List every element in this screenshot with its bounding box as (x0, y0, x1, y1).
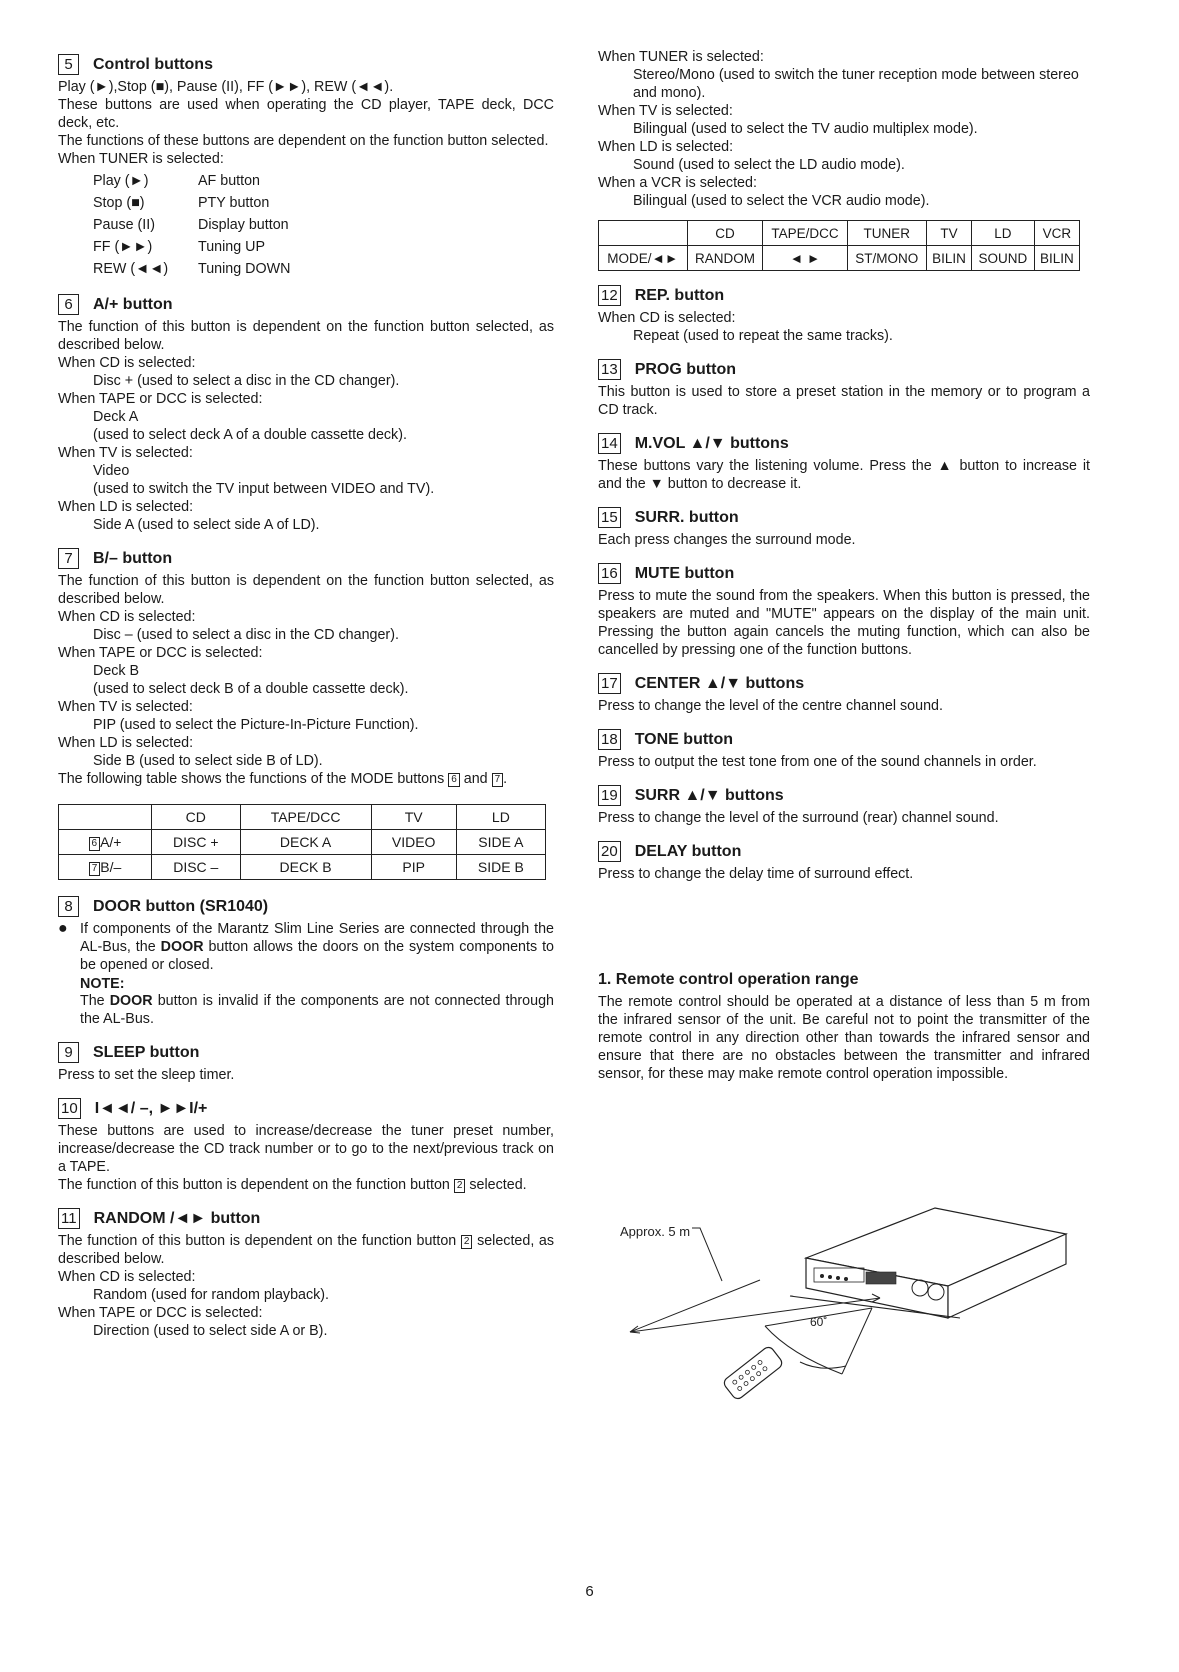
button-function: Tuning DOWN (198, 261, 291, 277)
section-title: MUTE button (634, 564, 735, 582)
text: button is invalid if the components are not connected through the AL-Bus. (80, 993, 554, 1027)
section-number: 20 (598, 841, 621, 862)
indented-line: (used to select deck A of a double cassette deck). (93, 427, 407, 443)
button-function: Display button (198, 217, 289, 233)
paragraph: This button is used to store a preset station in the memory or to program a CD track. (598, 384, 1090, 418)
section-title: SURR. button (634, 508, 739, 526)
paragraph: These buttons vary the listening volume. Press the ▲ button to increase it and the ▼ button to decrease it. (598, 458, 1090, 492)
table-cell: VIDEO (371, 830, 456, 855)
section-title: I◄◄/ –, ►►I/+ (94, 1099, 208, 1117)
indented-line: Bilingual (used to select the TV audio multiplex mode). (633, 121, 978, 137)
indented-line: PIP (used to select the Picture-In-Picture Function). (93, 717, 419, 733)
indented-line: Stereo/Mono (used to switch the tuner reception mode between stereo and mono). (633, 67, 1079, 101)
section-18-heading (598, 729, 1090, 750)
indented-line: Side B (used to select side B of LD). (93, 753, 323, 769)
condition-line: When TUNER is selected: (598, 49, 764, 65)
angle-arc (800, 1362, 846, 1368)
section-number: 19 (598, 785, 621, 806)
table-row (599, 246, 1080, 271)
indented-line: Direction (used to select side A or B). (93, 1323, 328, 1339)
ref-box: 7 (492, 773, 504, 787)
section-6-heading (58, 294, 554, 315)
section-title: M.VOL ▲/▼ buttons (634, 434, 789, 452)
table-header: CD (687, 221, 763, 246)
paragraph: Press to mute the sound from the speakers. When this button is pressed, the speakers are muted and "MUTE" appears on the display of the main unit. Pressing the button again cancels the muting function, which can also be cancelled by pressing one of the function buttons. (598, 588, 1090, 658)
table-header: TUNER (847, 221, 926, 246)
table-cell: RANDOM (687, 246, 763, 271)
label-leader (692, 1228, 722, 1281)
section-8-heading (58, 896, 554, 917)
section-number: 17 (598, 673, 621, 694)
text-bold: DOOR (109, 993, 153, 1009)
table-header: LD (456, 805, 545, 830)
text: The function of this button is dependent on the function button (58, 1177, 450, 1193)
section-number: 8 (58, 896, 79, 917)
row-label (59, 830, 152, 855)
button-key: REW (◄◄) (93, 261, 169, 277)
page-number: 6 (585, 1583, 594, 1600)
section-11-heading (58, 1208, 554, 1229)
note-label: NOTE: (80, 976, 125, 992)
table-cell: ST/MONO (847, 246, 926, 271)
row-label (59, 855, 152, 880)
condition-line: When CD is selected: (58, 609, 196, 625)
indented-line: Video (93, 463, 130, 479)
text: selected. (469, 1177, 527, 1193)
condition-line: When TAPE or DCC is selected: (58, 391, 263, 407)
paragraph: The function of this button is dependent on the function button selected, as described below. (58, 319, 554, 353)
condition-line: When LD is selected: (598, 139, 734, 155)
tuner-map-row (58, 236, 554, 258)
section-number: 9 (58, 1042, 79, 1063)
paragraph: Press to change the level of the centre channel sound. (598, 698, 943, 714)
table-header-row (59, 805, 546, 830)
section-16-heading (598, 563, 1090, 584)
ref-box: 6 (448, 773, 460, 787)
paragraph: Press to output the test tone from one of the sound channels in order. (598, 754, 1037, 770)
ref-box: 2 (454, 1179, 466, 1193)
random-button-table (598, 220, 1080, 271)
condition-line: When a VCR is selected: (598, 175, 757, 191)
condition-line: When LD is selected: (58, 499, 194, 515)
table-header: CD (152, 805, 241, 830)
tuner-map-row (58, 192, 554, 214)
text-bold: DOOR (160, 939, 204, 955)
button-key: Play (►) (93, 173, 149, 189)
right-column (598, 48, 1090, 1083)
section-10-heading (58, 1098, 554, 1119)
section-19-heading (598, 785, 1090, 806)
button-function: Tuning UP (198, 239, 266, 255)
section-title: SLEEP button (93, 1043, 200, 1061)
section-number: 12 (598, 285, 621, 306)
tuner-map-row (58, 170, 554, 192)
ref-box: 2 (461, 1235, 473, 1249)
button-key: Pause (II) (93, 217, 155, 233)
indented-line: Repeat (used to repeat the same tracks). (633, 328, 893, 344)
condition-line: When CD is selected: (58, 1269, 196, 1285)
section-number: 15 (598, 507, 621, 528)
indented-line: Bilingual (used to select the VCR audio mode). (633, 193, 930, 209)
text: If components of the Marantz Slim Line Series are connected through the AL-Bus, the (80, 921, 554, 955)
paragraph: When TUNER is selected: (58, 151, 224, 167)
section-number: 11 (58, 1208, 80, 1229)
section-13-heading (598, 359, 1090, 380)
section-title: DOOR button (SR1040) (93, 897, 269, 915)
paragraph: Press to change the delay time of surround effect. (598, 866, 914, 882)
table-header: VCR (1034, 221, 1079, 246)
section-title: TONE button (634, 730, 734, 748)
range-diagram (610, 1176, 1080, 1416)
table-header: LD (972, 221, 1035, 246)
section-9-heading (58, 1042, 554, 1063)
paragraph: The functions of these buttons are dependent on the function button selected. (58, 133, 549, 149)
tuner-map-row (58, 258, 554, 280)
approx-distance-label: Approx. 5 m (620, 1224, 691, 1239)
button-function: PTY button (198, 195, 270, 211)
table-header (59, 805, 152, 830)
table-row (59, 855, 546, 880)
table-header: TV (926, 221, 971, 246)
condition-line: When TV is selected: (58, 445, 193, 461)
section-14-heading (598, 433, 1090, 454)
row-label: MODE/◄► (599, 246, 688, 271)
table-cell: DISC + (152, 830, 241, 855)
table-cell: DISC – (152, 855, 241, 880)
button-key: Stop (■) (93, 195, 145, 211)
tuner-map-row (58, 214, 554, 236)
bullet-dot: ● (58, 920, 68, 937)
section-title: CENTER ▲/▼ buttons (634, 674, 805, 692)
table-cell: DECK A (240, 830, 371, 855)
table-cell: SOUND (972, 246, 1035, 271)
range-line (630, 1298, 880, 1332)
condition-line: When CD is selected: (598, 310, 736, 326)
ref-box: 7 (89, 862, 101, 876)
section-number: 13 (598, 359, 621, 380)
section-title: Control buttons (93, 55, 213, 73)
text: The function of this button is dependent on the function button (58, 1233, 457, 1249)
paragraph (58, 1176, 554, 1194)
table-cell: PIP (371, 855, 456, 880)
paragraph: Press to set the sleep timer. (58, 1067, 235, 1083)
ref-box: 6 (89, 837, 101, 851)
indented-line: Side A (used to select side A of LD). (93, 517, 320, 533)
table-header (599, 221, 688, 246)
section-15-heading (598, 507, 1090, 528)
table-cell: SIDE B (456, 855, 545, 880)
indented-line: Random (used for random playback). (93, 1287, 330, 1303)
section-number: 5 (58, 54, 79, 75)
section-17-heading (598, 673, 1090, 694)
condition-line: When TV is selected: (598, 103, 733, 119)
table-header-row (599, 221, 1080, 246)
remote-control-icon (722, 1345, 784, 1401)
section-number: 6 (58, 294, 79, 315)
table-intro-and: and (463, 771, 488, 787)
button-function: AF button (198, 173, 260, 189)
row-label-text: B/– (100, 858, 122, 875)
condition-line: When TV is selected: (58, 699, 193, 715)
paragraph: These buttons are used to increase/decrease the tuner preset number, increase/decrease the CD track number or to go to the next/previous track on a TAPE. (58, 1123, 554, 1175)
table-cell: BILIN (1034, 246, 1079, 271)
condition-line: When CD is selected: (58, 355, 196, 371)
table-header: TAPE/DCC (763, 221, 847, 246)
section-20-heading (598, 841, 1090, 862)
left-column (58, 48, 554, 1340)
condition-line: When TAPE or DCC is selected: (58, 645, 263, 661)
indented-line: Deck A (93, 409, 139, 425)
indented-line: Sound (used to select the LD audio mode). (633, 157, 905, 173)
section-number: 7 (58, 548, 79, 569)
condition-line: When LD is selected: (58, 735, 194, 751)
condition-line: When TAPE or DCC is selected: (58, 1305, 263, 1321)
section-12-heading (598, 285, 1090, 306)
table-row (59, 830, 546, 855)
tuner-button-map (58, 170, 554, 280)
angle-arm (842, 1308, 872, 1374)
indented-line: Deck B (93, 663, 140, 679)
row-label-text: A/+ (100, 833, 122, 850)
paragraph: These buttons are used when operating the CD player, TAPE deck, DCC deck, etc. (58, 97, 554, 131)
section-title: A/+ button (93, 295, 173, 313)
table-cell: BILIN (926, 246, 971, 271)
section-number: 18 (598, 729, 621, 750)
section-title: B/– button (93, 549, 173, 567)
paragraph (58, 1232, 554, 1268)
section-title: PROG button (634, 360, 736, 378)
indented-line: Disc – (used to select a disc in the CD changer). (93, 627, 399, 643)
section-title: REP. button (634, 286, 725, 304)
section-title: RANDOM /◄► button (93, 1209, 261, 1227)
indented-line: Disc + (used to select a disc in the CD changer). (93, 373, 400, 389)
button-key: FF (►►) (93, 239, 153, 255)
indented-line: (used to select deck B of a double cassette deck). (93, 681, 409, 697)
note-text (80, 992, 554, 1028)
section-7-heading (58, 548, 554, 569)
angle-label: 60˚ (810, 1315, 828, 1329)
table-cell: DECK B (240, 855, 371, 880)
section-number: 14 (598, 433, 621, 454)
table-intro-text: The following table shows the functions of the MODE buttons (58, 771, 445, 787)
range-heading: 1. Remote control operation range (598, 971, 859, 988)
table-cell: SIDE A (456, 830, 545, 855)
paragraph: Each press changes the surround mode. (598, 532, 856, 548)
mode-buttons-table (58, 804, 546, 880)
text: The (80, 993, 105, 1009)
paragraph (80, 920, 554, 974)
table-cell: ◄ ► (763, 246, 847, 271)
paragraph: The function of this button is dependent on the function button selected, as described below. (58, 573, 554, 607)
table-header: TV (371, 805, 456, 830)
control-symbols: Play (►),Stop (■), Pause (II), FF (►►), REW (◄◄). (58, 79, 394, 95)
section-5-heading (58, 54, 554, 75)
indented-line: (used to switch the TV input between VIDEO and TV). (93, 481, 435, 497)
receiver-illustration (790, 1208, 1066, 1318)
range-paragraph: The remote control should be operated at a distance of less than 5 m from the infrared sensor of the unit. Be careful not to point the transmitter of the remote control in any direction other than towards the infrared sensor and ensure that there are no obstacles between the transmitter and infrared sensor, for these may make remote control operation impossible. (598, 994, 1090, 1082)
section-title: DELAY button (634, 842, 742, 860)
paragraph: Press to change the level of the surround (rear) channel sound. (598, 810, 999, 826)
table-header: TAPE/DCC (240, 805, 371, 830)
section-number: 10 (58, 1098, 81, 1119)
table-intro-end: . (503, 771, 508, 787)
section-title: SURR ▲/▼ buttons (634, 786, 784, 804)
text: button allows the doors on the system components to be opened or closed. (80, 939, 554, 973)
range-line (630, 1280, 760, 1332)
text: selected, as described below. (58, 1233, 555, 1267)
section-number: 16 (598, 563, 621, 584)
table-intro (58, 770, 554, 788)
bullet-item (58, 920, 554, 1028)
